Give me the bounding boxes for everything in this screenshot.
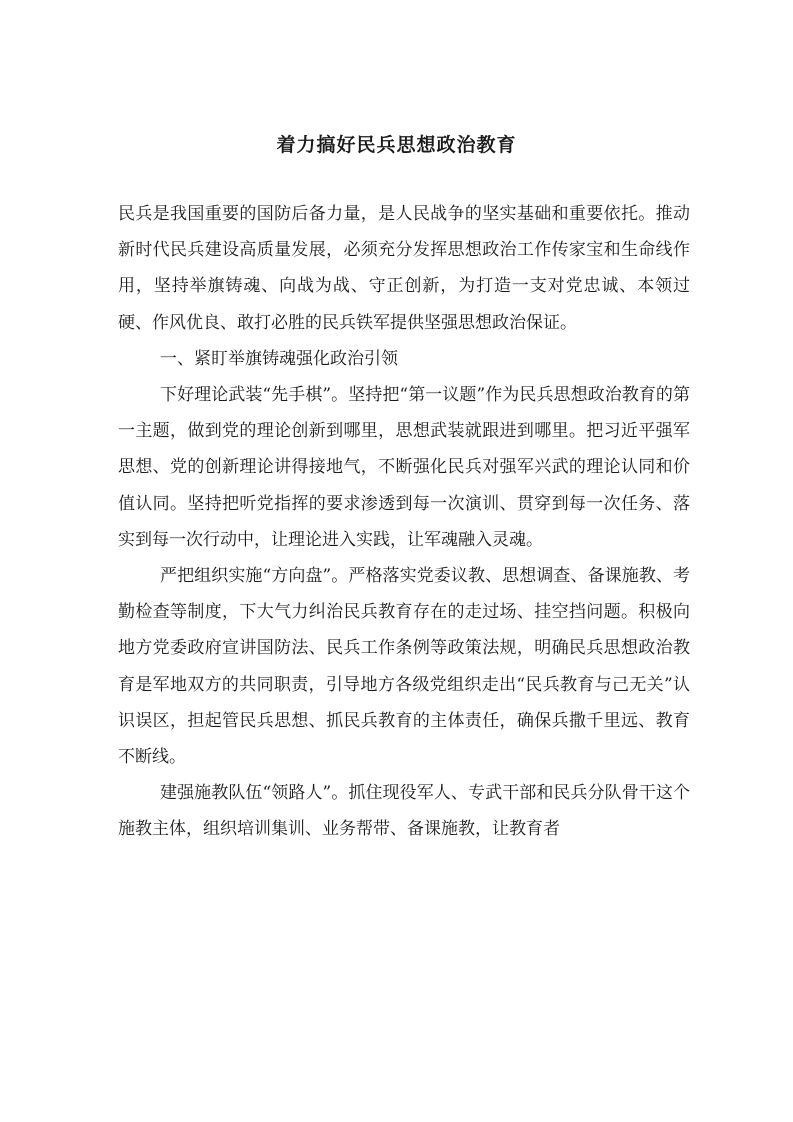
document-title: 着力搞好民兵思想政治教育 <box>276 134 517 156</box>
body-paragraph-theory: 下好理论武装“先手棋”。坚持把“第一议题”作为民兵思想政治教育的第一主题，做到党的理论创新到哪里，思想武装就跟进到哪里。把习近平强军思想、党的创新理论讲得接地气，不断强化民兵对强军兴武的理论认同和价值认同。坚持把听党指挥的要求渗透到每一次演训、贯穿到每一次任务、落实到每一次行动中，让理论进入实践，让军魂融入灵魂。 <box>118 385 690 550</box>
section-heading-1: 一、紧盯举旗铸魂强化政治引领 <box>160 348 398 369</box>
body-paragraph-organization: 严把组织实施“方向盘”。严格落实党委议教、思想调查、备课施教、考勤检查等制度，下大气力纠治民兵教育存在的走过场、挂空挡问题。积极向地方党委政府宣讲国防法、民兵工作条例等政策法规，明确民兵思想政治教育是军地双方的共同职责，引导地方各级党组织走出“民兵教育与己无关”认识误区，担起管民兵思想、抓民兵教育的主体责任，确保兵撒千里远、教育不断线。 <box>118 566 690 768</box>
body-paragraph-teaching-team: 建强施教队伍“领路人”。抓住现役军人、专武干部和民兵分队骨干这个施教主体，组织培训集训、业务帮带、备课施教，让教育者 <box>118 783 690 840</box>
document-body <box>118 196 690 848</box>
intro-paragraph: 民兵是我国重要的国防后备力量，是人民战争的坚实基础和重要依托。推动新时代民兵建设高质量发展，必须充分发挥思想政治工作传家宝和生命线作用，坚持举旗铸魂、向战为战、守正创新，为打造一支对党忠诚、本领过硬、作风优良、敢打必胜的民兵铁军提供坚强思想政治保证。 <box>118 204 690 333</box>
